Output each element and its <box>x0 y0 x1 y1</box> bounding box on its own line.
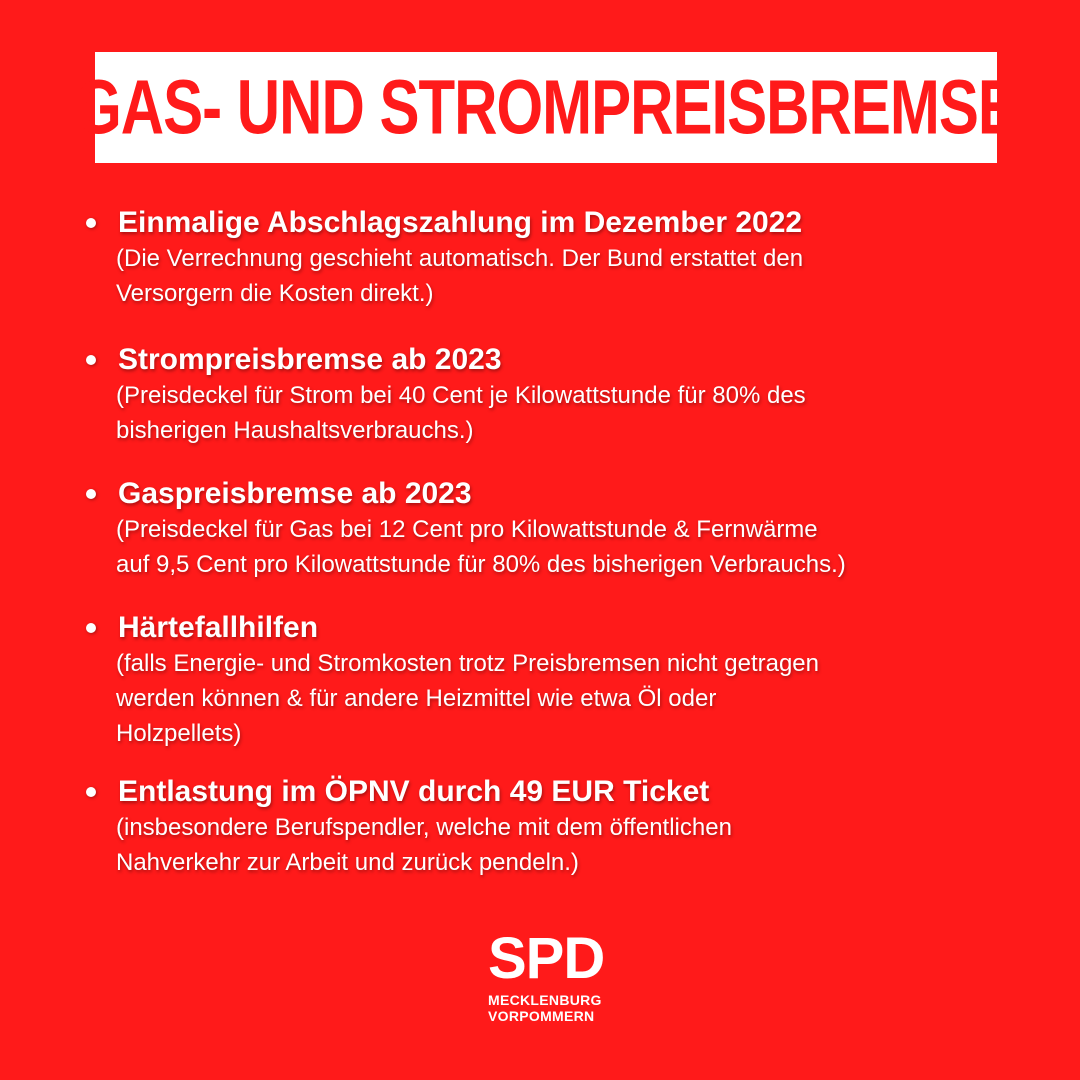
item-title: Strompreisbremse ab 2023 <box>118 343 502 376</box>
page-title: GAS- UND STROMPREISBREMSE <box>75 64 1017 151</box>
item-title: Härtefallhilfen <box>118 611 319 644</box>
bullet-icon <box>86 787 96 797</box>
spd-logo <box>488 926 628 1024</box>
item-description: (insbesondere Berufspendler, welche mit dem öffentlichen Nahverkehr zur Arbeit und zurück pendeln.) <box>116 814 732 876</box>
logo-region-line2: VORPOMMERN <box>488 1008 595 1024</box>
item-description: (Preisdeckel für Gas bei 12 Cent pro Kilowattstunde & Fernwärme auf 9,5 Cent pro Kilowattstunde für 80% des bisherigen Verbrauchs.) <box>116 516 846 578</box>
bullet-icon <box>86 355 96 365</box>
item-title: Einmalige Abschlagszahlung im Dezember 2022 <box>118 206 803 239</box>
logo-wordmark: SPD <box>488 926 605 991</box>
list-item <box>86 774 1046 880</box>
bullet-icon <box>86 623 96 633</box>
bullet-icon <box>86 489 96 499</box>
logo-region-line1: MECKLENBURG <box>488 992 602 1008</box>
item-title: Gaspreisbremse ab 2023 <box>118 477 472 510</box>
bullet-icon <box>86 218 96 228</box>
item-title: Entlastung im ÖPNV durch 49 EUR Ticket <box>118 775 710 808</box>
list-item <box>86 342 1046 448</box>
list-item <box>86 205 1046 311</box>
item-description: (falls Energie- und Stromkosten trotz Preisbremsen nicht getragen werden können & für andere Heizmittel wie etwa Öl oder Holzpellets) <box>116 650 819 747</box>
item-description: (Die Verrechnung geschieht automatisch. Der Bund erstattet den Versorgern die Kosten direkt.) <box>116 245 804 307</box>
list-item <box>86 476 1046 582</box>
list-item <box>86 610 1046 751</box>
item-description: (Preisdeckel für Strom bei 40 Cent je Kilowattstunde für 80% des bisherigen Haushaltsverbrauchs.) <box>116 382 806 444</box>
